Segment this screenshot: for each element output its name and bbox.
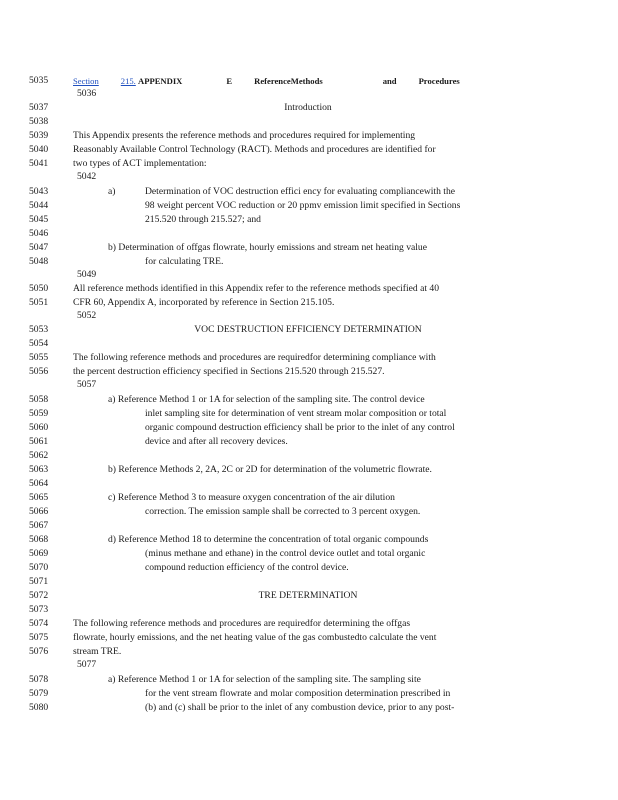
line-text: All reference methods identified in this Appendix refer to the reference methods specified at 40 bbox=[73, 283, 440, 294]
line-number: 5068 bbox=[29, 534, 49, 545]
line-number: 5079 bbox=[29, 688, 49, 699]
line-number: 5076 bbox=[29, 646, 49, 657]
line-text: a) Reference Method 1 or 1A for selection of the sampling site. The control device bbox=[108, 394, 425, 405]
doc-line bbox=[0, 463, 618, 477]
doc-line bbox=[0, 589, 618, 603]
line-number: 5071 bbox=[29, 576, 49, 587]
line-text: c) Reference Method 3 to measure oxygen concentration of the air dilution bbox=[108, 492, 395, 503]
doc-line bbox=[0, 561, 618, 575]
line-text: organic compound destruction efficiency shall be prior to the inlet of any control bbox=[145, 422, 455, 433]
line-number: 5058 bbox=[29, 394, 49, 405]
line-text: (minus methane and ethane) in the control device outlet and total organic bbox=[145, 548, 426, 559]
line-text: Reasonably Available Control Technology (RACT). Methods and procedures are identified for bbox=[73, 144, 436, 155]
doc-line bbox=[0, 533, 618, 547]
line-number: 5039 bbox=[29, 130, 49, 141]
section-heading-voc-destruction: VOC DESTRUCTION EFFICIENCY DETERMINATION bbox=[194, 324, 422, 335]
line-number: 5045 bbox=[29, 214, 49, 225]
line-text: b) Determination of offgas flowrate, hourly emissions and stream net heating value bbox=[108, 242, 427, 253]
line-text: The following reference methods and procedures are requiredfor determining compliance with bbox=[73, 352, 436, 363]
line-text: The following reference methods and procedures are requiredfor determining the offgas bbox=[73, 618, 411, 629]
doc-line bbox=[0, 365, 618, 379]
line-text: 98 weight percent VOC reduction or 20 ppmv emission limit specified in Sections bbox=[145, 200, 461, 211]
section-heading-introduction: Introduction bbox=[284, 102, 332, 113]
doc-line bbox=[0, 631, 618, 645]
appendix-letter: E bbox=[226, 76, 233, 86]
line-text: the percent destruction efficiency specified in Sections 215.520 through 215.527. bbox=[73, 366, 385, 377]
line-number: 5048 bbox=[29, 256, 49, 267]
doc-line bbox=[0, 115, 618, 129]
line-number: 5061 bbox=[29, 436, 49, 447]
paragraph-number: 5057 bbox=[77, 379, 97, 390]
doc-line bbox=[0, 255, 618, 269]
doc-line bbox=[0, 282, 618, 296]
line-text: Determination of VOC destruction effici ency for evaluating compliancewith the bbox=[145, 186, 456, 197]
doc-line bbox=[0, 185, 618, 199]
line-text: for calculating TRE. bbox=[145, 256, 224, 267]
line-number: 5055 bbox=[29, 352, 49, 363]
line-number: 5062 bbox=[29, 450, 49, 461]
line-text: for the vent stream flowrate and molar composition determination prescribed in bbox=[145, 688, 451, 699]
doc-line bbox=[0, 701, 618, 715]
line-number: 5080 bbox=[29, 702, 49, 713]
line-number: 5059 bbox=[29, 408, 49, 419]
doc-line bbox=[0, 129, 618, 143]
line-number: 5066 bbox=[29, 506, 49, 517]
doc-line bbox=[0, 617, 618, 631]
line-number: 5050 bbox=[29, 283, 49, 294]
line-number: 5038 bbox=[29, 116, 49, 127]
doc-line bbox=[0, 393, 618, 407]
line-number: 5060 bbox=[29, 422, 49, 433]
line-number: 5043 bbox=[29, 186, 49, 197]
header-title-c: Procedures bbox=[418, 76, 460, 86]
doc-line bbox=[0, 213, 618, 227]
line-text: stream TRE. bbox=[73, 646, 122, 657]
line-text: two types of ACT implementation: bbox=[73, 158, 207, 169]
line-text: correction. The emission sample shall be corrected to 3 percent oxygen. bbox=[145, 506, 421, 517]
appendix-label: APPENDIX bbox=[137, 76, 183, 86]
header-title-b: and bbox=[382, 76, 397, 86]
line-text: d) Reference Method 18 to determine the concentration of total organic compounds bbox=[108, 534, 429, 545]
list-label: a) bbox=[108, 186, 116, 197]
line-number: 5069 bbox=[29, 548, 49, 559]
doc-line bbox=[0, 575, 618, 589]
doc-line bbox=[0, 227, 618, 241]
doc-line bbox=[0, 323, 618, 337]
section-heading-tre: TRE DETERMINATION bbox=[258, 590, 358, 601]
doc-line bbox=[0, 199, 618, 213]
line-number: 5044 bbox=[29, 200, 49, 211]
line-number: 5063 bbox=[29, 464, 49, 475]
line-number: 5073 bbox=[29, 604, 49, 615]
doc-line bbox=[0, 673, 618, 687]
line-number: 5037 bbox=[29, 102, 49, 113]
doc-line bbox=[0, 143, 618, 157]
line-text: inlet sampling site for determination of vent stream molar composition or total bbox=[145, 408, 447, 419]
doc-line bbox=[0, 645, 618, 659]
line-text: compound reduction efficiency of the control device. bbox=[145, 562, 349, 573]
line-number: 5040 bbox=[29, 144, 49, 155]
line-number: 5056 bbox=[29, 366, 49, 377]
line-number: 5054 bbox=[29, 338, 49, 349]
line-number: 5046 bbox=[29, 228, 49, 239]
paragraph-number: 5077 bbox=[77, 659, 97, 670]
line-number: 5047 bbox=[29, 242, 49, 253]
header-text bbox=[73, 74, 543, 88]
doc-line bbox=[0, 603, 618, 617]
paragraph-number: 5049 bbox=[77, 269, 97, 280]
doc-line bbox=[0, 519, 618, 533]
running-header bbox=[0, 74, 618, 88]
doc-line bbox=[0, 547, 618, 561]
line-number: 5072 bbox=[29, 590, 49, 601]
line-text: a) Reference Method 1 or 1A for selection of the sampling site. The sampling site bbox=[108, 674, 421, 685]
line-text: flowrate, hourly emissions, and the net heating value of the gas combustedto calculate the vent bbox=[73, 632, 437, 643]
line-number: 5065 bbox=[29, 492, 49, 503]
doc-line bbox=[0, 337, 618, 351]
paragraph-number: 5036 bbox=[77, 88, 97, 99]
doc-line bbox=[0, 435, 618, 449]
line-number: 5041 bbox=[29, 158, 49, 169]
doc-line bbox=[0, 157, 618, 171]
line-number: 5051 bbox=[29, 297, 49, 308]
doc-line bbox=[0, 241, 618, 255]
line-number: 5078 bbox=[29, 674, 49, 685]
line-text: CFR 60, Appendix A, incorporated by reference in Section 215.105. bbox=[73, 297, 335, 308]
header-title-a: ReferenceMethods bbox=[254, 76, 323, 86]
line-number: 5074 bbox=[29, 618, 49, 629]
doc-line bbox=[0, 687, 618, 701]
doc-line bbox=[0, 407, 618, 421]
doc-line bbox=[0, 421, 618, 435]
doc-line bbox=[0, 505, 618, 519]
line-text: (b) and (c) shall be prior to the inlet of any combustion device, prior to any post- bbox=[145, 702, 455, 713]
doc-line bbox=[0, 491, 618, 505]
line-text: 215.520 through 215.527; and bbox=[145, 214, 261, 225]
line-number: 5070 bbox=[29, 562, 49, 573]
doc-line bbox=[0, 477, 618, 491]
line-number: 5053 bbox=[29, 324, 49, 335]
line-number: 5064 bbox=[29, 478, 49, 489]
line-number: 5075 bbox=[29, 632, 49, 643]
line-text: This Appendix presents the reference methods and procedures required for implementing bbox=[73, 130, 416, 141]
line-number: 5067 bbox=[29, 520, 49, 531]
paragraph-number: 5042 bbox=[77, 171, 97, 182]
doc-line bbox=[0, 351, 618, 365]
doc-line bbox=[0, 101, 618, 115]
line-number: 5035 bbox=[29, 75, 49, 86]
line-text: b) Reference Methods 2, 2A, 2C or 2D for determination of the volumetric flowrate. bbox=[108, 464, 432, 475]
paragraph-number: 5052 bbox=[77, 310, 97, 321]
doc-line bbox=[0, 296, 618, 310]
line-text: device and after all recovery devices. bbox=[145, 436, 288, 447]
section-number-link[interactable]: 215. bbox=[120, 76, 136, 86]
section-link[interactable]: Section bbox=[73, 76, 99, 86]
doc-line bbox=[0, 449, 618, 463]
